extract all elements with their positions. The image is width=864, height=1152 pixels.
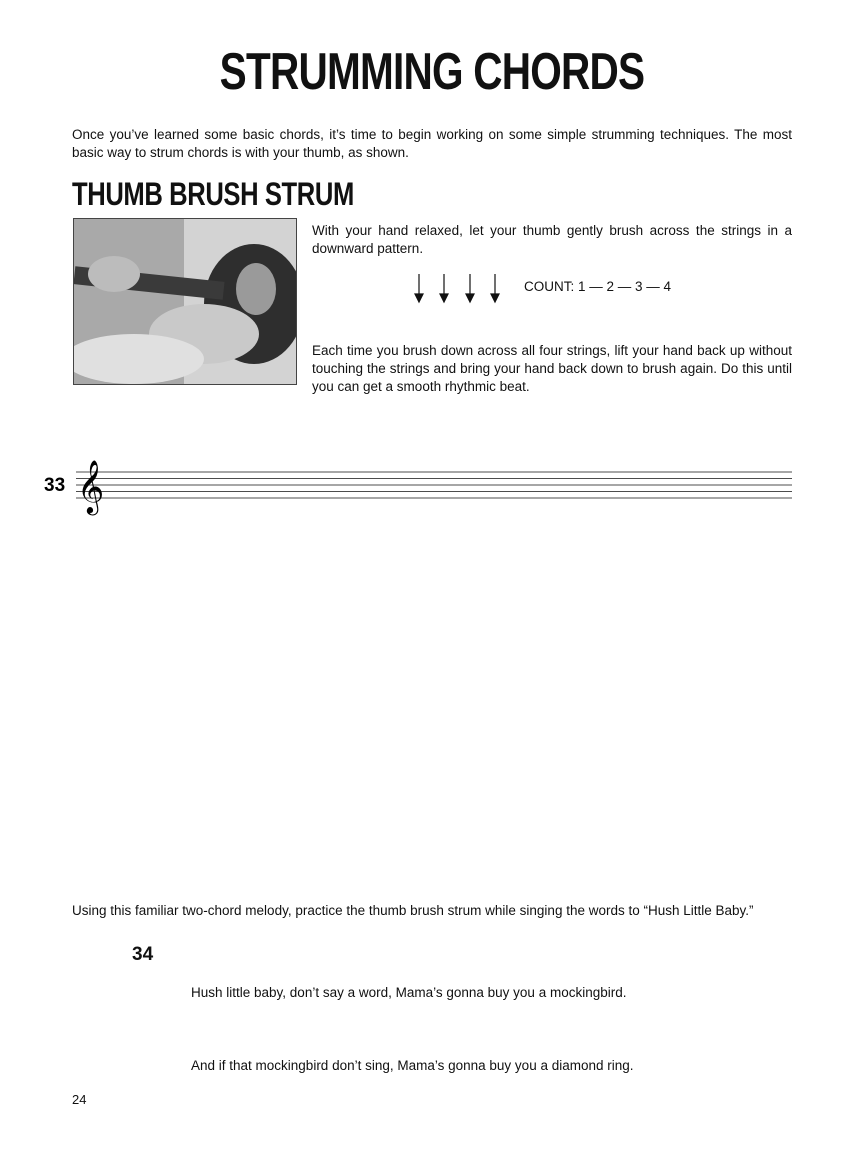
lyric-line-1: Hush little baby, don’t say a word, Mama’s gonna buy you a mockingbird. xyxy=(191,985,627,1000)
paragraph-hush-little-baby: Using this familiar two-chord melody, practice the thumb brush strum while singing the words to “Hush Little Baby.” xyxy=(72,903,754,918)
section-heading: THUMB BRUSH STRUM xyxy=(72,176,354,212)
lyric-line-2: And if that mockingbird don’t sing, Mama’s gonna buy you a diamond ring. xyxy=(191,1058,634,1073)
paragraph-thumb-brush: With your hand relaxed, let your thumb gently brush across the strings in a downward pattern. xyxy=(312,223,792,256)
page-title: STRUMMING CHORDS xyxy=(219,43,645,101)
page-number: 24 xyxy=(72,1092,87,1107)
treble-clef: 𝄞 xyxy=(77,459,105,513)
count-label: COUNT: 1 — 2 — 3 — 4 xyxy=(524,279,672,294)
exercise-34-number: 34 xyxy=(132,944,154,965)
exercise-33-number: 33 xyxy=(44,475,66,496)
staff-system-1 xyxy=(44,459,792,515)
paragraph-lift-hand: Each time you brush down across all four strings, lift your hand back up without touching the strings and bring your hand back down to brush again. Do this until you can get a smooth rhythmic beat. xyxy=(312,343,792,394)
intro-paragraph: Once you’ve learned some basic chords, it’s time to begin working on some simple strumming techniques. The most basic way to strum chords is with your thumb, as shown. xyxy=(72,127,792,160)
